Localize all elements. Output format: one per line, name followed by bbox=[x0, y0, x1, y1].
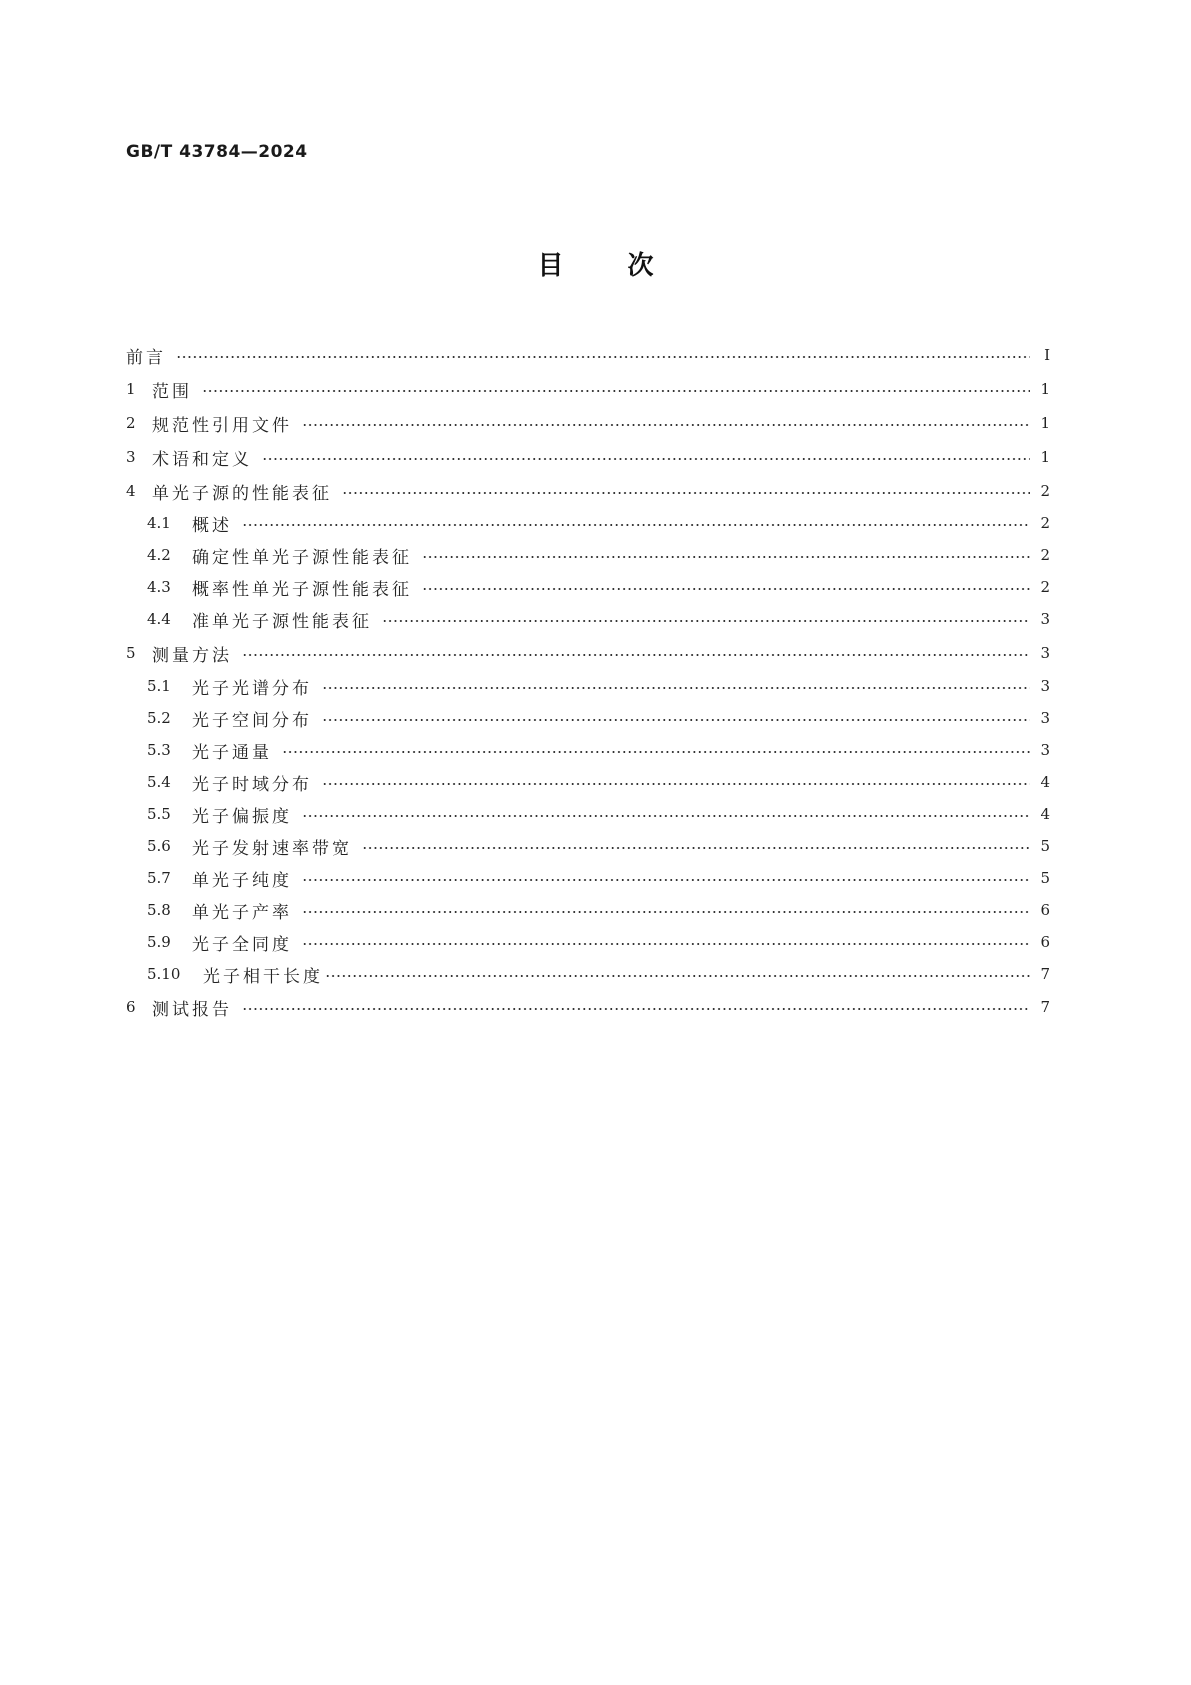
toc-leader-dots bbox=[302, 815, 1030, 817]
toc-leader-dots bbox=[342, 492, 1030, 494]
toc-leader-dots bbox=[242, 1008, 1030, 1010]
toc-entry-5-1[interactable] bbox=[126, 671, 1050, 701]
toc-entry-page: 6 bbox=[1040, 933, 1050, 951]
toc-entry-number: 3 bbox=[126, 448, 136, 466]
toc-entry-label: 光子时域分布 bbox=[192, 774, 312, 795]
toc-leader-dots bbox=[242, 654, 1030, 656]
toc-entry-page: 7 bbox=[1040, 998, 1050, 1016]
toc-entry-number: 4.4 bbox=[147, 610, 171, 628]
toc-leader-dots bbox=[382, 620, 1030, 622]
toc-entry-page: 3 bbox=[1040, 610, 1050, 628]
toc-entry-number: 4.3 bbox=[147, 578, 171, 596]
toc-entry-label: 光子偏振度 bbox=[192, 806, 292, 827]
toc-entry-label: 光子空间分布 bbox=[192, 710, 312, 731]
toc-leader-dots bbox=[362, 847, 1030, 849]
toc-entry-number: 4.2 bbox=[147, 546, 171, 564]
toc-entry-page: 6 bbox=[1040, 901, 1050, 919]
toc-entry-5[interactable] bbox=[126, 638, 1050, 668]
toc-entry-label: 单光子产率 bbox=[192, 902, 292, 923]
toc-entry-number: 2 bbox=[126, 414, 136, 432]
toc-entry-label: 光子相干长度 bbox=[203, 966, 323, 987]
toc-entry-1[interactable] bbox=[126, 374, 1050, 404]
toc-entry-5-2[interactable] bbox=[126, 703, 1050, 733]
toc-entry-page: 3 bbox=[1040, 644, 1050, 662]
toc-entry-foreword[interactable] bbox=[126, 340, 1050, 370]
toc-entry-label: 光子通量 bbox=[192, 742, 272, 763]
toc-entry-label: 概述 bbox=[192, 515, 232, 536]
toc-entry-page: 1 bbox=[1040, 380, 1050, 398]
toc-entry-number: 5.6 bbox=[147, 837, 171, 855]
toc-entry-label: 术语和定义 bbox=[152, 449, 252, 470]
toc-entry-label: 单光子源的性能表征 bbox=[152, 483, 332, 504]
toc-entry-number: 5.5 bbox=[147, 805, 171, 823]
toc-entry-page: 4 bbox=[1040, 805, 1050, 823]
toc-entry-number: 5.2 bbox=[147, 709, 171, 727]
toc-entry-number: 5.1 bbox=[147, 677, 171, 695]
toc-leader-dots bbox=[262, 458, 1030, 460]
toc-entry-page: 1 bbox=[1040, 414, 1050, 432]
toc-entry-5-9[interactable] bbox=[126, 927, 1050, 957]
toc-entry-number: 6 bbox=[126, 998, 136, 1016]
toc-entry-page: 3 bbox=[1040, 677, 1050, 695]
toc-leader-dots bbox=[302, 911, 1030, 913]
toc-entry-5-7[interactable] bbox=[126, 863, 1050, 893]
toc-entry-page: 4 bbox=[1040, 773, 1050, 791]
toc-entry-label: 测量方法 bbox=[152, 645, 232, 666]
toc-leader-dots bbox=[322, 687, 1030, 689]
toc-entry-5-5[interactable] bbox=[126, 799, 1050, 829]
toc-entry-label: 规范性引用文件 bbox=[152, 415, 292, 436]
toc-entry-5-10[interactable] bbox=[126, 959, 1050, 989]
toc-entry-page: 3 bbox=[1040, 741, 1050, 759]
toc-entry-4-2[interactable] bbox=[126, 540, 1050, 570]
toc-entry-page: 2 bbox=[1040, 546, 1050, 564]
toc-entry-page: 2 bbox=[1040, 514, 1050, 532]
toc-entry-number: 5.10 bbox=[147, 965, 181, 983]
toc-entry-5-8[interactable] bbox=[126, 895, 1050, 925]
toc-entry-6[interactable] bbox=[126, 992, 1050, 1022]
standard-code: GB/T 43784—2024 bbox=[126, 142, 308, 162]
toc-leader-dots bbox=[302, 879, 1030, 881]
toc-leader-dots bbox=[302, 424, 1030, 426]
toc-entry-4-1[interactable] bbox=[126, 508, 1050, 538]
toc-entry-page: 7 bbox=[1040, 965, 1050, 983]
toc-entry-label: 范围 bbox=[152, 381, 192, 402]
toc-leader-dots bbox=[422, 556, 1030, 558]
toc-entry-label: 准单光子源性能表征 bbox=[192, 611, 372, 632]
toc-entry-number: 5.4 bbox=[147, 773, 171, 791]
toc-entry-page: 2 bbox=[1040, 482, 1050, 500]
toc-entry-4-3[interactable] bbox=[126, 572, 1050, 602]
toc-entry-label: 前言 bbox=[126, 347, 166, 368]
toc-entry-number: 5.8 bbox=[147, 901, 171, 919]
toc-entry-5-4[interactable] bbox=[126, 767, 1050, 797]
toc-entry-number: 5 bbox=[126, 644, 136, 662]
toc-entry-number: 5.7 bbox=[147, 869, 171, 887]
toc-entry-label: 确定性单光子源性能表征 bbox=[192, 547, 412, 568]
toc-entry-5-3[interactable] bbox=[126, 735, 1050, 765]
toc-leader-dots bbox=[322, 719, 1030, 721]
toc-entry-page: 1 bbox=[1040, 448, 1050, 466]
toc-leader-dots bbox=[242, 524, 1030, 526]
toc-entry-number: 4.1 bbox=[147, 514, 171, 532]
toc-entry-page: 2 bbox=[1040, 578, 1050, 596]
toc-leader-dots bbox=[282, 751, 1030, 753]
toc-entry-4[interactable] bbox=[126, 476, 1050, 506]
toc-entry-label: 测试报告 bbox=[152, 999, 232, 1020]
toc-leader-dots bbox=[302, 943, 1030, 945]
toc-leader-dots bbox=[176, 356, 1030, 358]
toc-entry-4-4[interactable] bbox=[126, 604, 1050, 634]
toc-entry-page: 3 bbox=[1040, 709, 1050, 727]
toc-entry-number: 5.3 bbox=[147, 741, 171, 759]
toc-entry-2[interactable] bbox=[126, 408, 1050, 438]
toc-entry-3[interactable] bbox=[126, 442, 1050, 472]
toc-leader-dots bbox=[422, 588, 1030, 590]
toc-entry-page: 5 bbox=[1040, 869, 1050, 887]
toc-entry-5-6[interactable] bbox=[126, 831, 1050, 861]
toc-entry-label: 概率性单光子源性能表征 bbox=[192, 579, 412, 600]
toc-entry-label: 光子发射速率带宽 bbox=[192, 838, 352, 859]
toc-leader-dots bbox=[325, 975, 1030, 977]
toc-entry-label: 单光子纯度 bbox=[192, 870, 292, 891]
toc-entry-label: 光子光谱分布 bbox=[192, 678, 312, 699]
toc-entry-page: 5 bbox=[1040, 837, 1050, 855]
toc-entry-number: 1 bbox=[126, 380, 136, 398]
page-title: 目次 bbox=[537, 251, 718, 281]
toc-entry-number: 5.9 bbox=[147, 933, 171, 951]
toc-entry-number: 4 bbox=[126, 482, 136, 500]
toc-entry-page: Ⅰ bbox=[1044, 346, 1050, 364]
toc-entry-label: 光子全同度 bbox=[192, 934, 292, 955]
toc-leader-dots bbox=[322, 783, 1030, 785]
toc-leader-dots bbox=[202, 390, 1030, 392]
